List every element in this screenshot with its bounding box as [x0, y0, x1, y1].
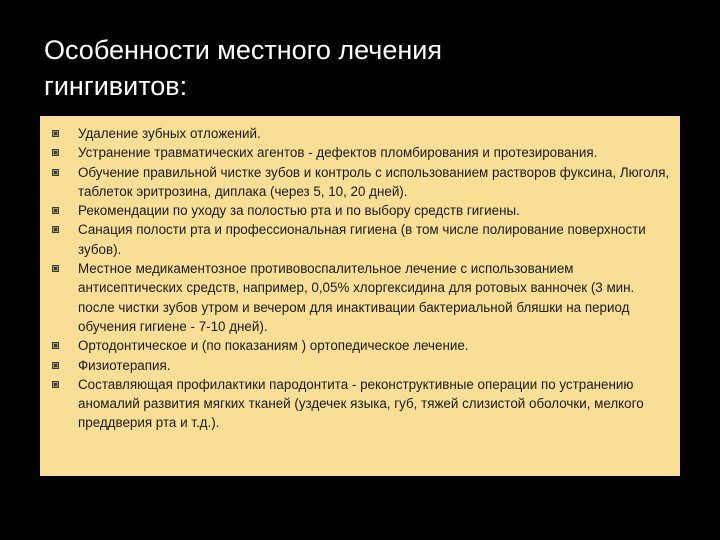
- square-bullet-icon: [52, 362, 59, 369]
- square-bullet-icon: [52, 207, 59, 214]
- slide-title-line-2: гингивитов:: [44, 71, 188, 101]
- bullet-item: [78, 336, 670, 355]
- square-bullet-icon: [52, 381, 59, 388]
- bullet-text: Удаление зубных отложений.: [78, 126, 261, 141]
- bullet-text: Обучение правильной чистке зубов и контроль с использованием растворов фуксина, Люголя, таблеток эритрозина, диплака (через 5, 10, 20 дней).: [78, 164, 670, 199]
- slide-title-line-1: Особенности местного лечения: [44, 35, 442, 65]
- bullet-text: Санация полости рта и профессиональная гигиена (в том числе полирование поверхности зубов).: [78, 222, 646, 257]
- bullet-item: [78, 375, 670, 433]
- bullet-text: Физиотерапия.: [78, 357, 171, 373]
- bullet-item: [78, 143, 670, 162]
- square-bullet-icon: [52, 130, 59, 137]
- bullet-text: Устранение травматических агентов - дефектов пломбирования и протезирования.: [78, 145, 598, 161]
- bullet-item: [78, 356, 670, 375]
- square-bullet-icon: [52, 149, 59, 156]
- bullet-text: Рекомендации по уходу за полостью рта и по выбору средств гигиены.: [78, 203, 520, 219]
- bullet-item: [78, 163, 670, 202]
- bullet-text: Местное медикаментозное противовоспалительное лечение с использованием антисептических средств, например, 0,05% хлоргексидина для ротовых ванночек (3 мин. после чистки зубов утром и вечером для инактивации бактериальной бляшки на период обучения гигиене - 7-10 дней).: [78, 261, 635, 334]
- square-bullet-icon: [52, 342, 59, 349]
- square-bullet-icon: [52, 169, 59, 176]
- bullet-item: [78, 220, 670, 259]
- bullet-item: [78, 201, 670, 220]
- bullet-text: Составляющая профилактики пародонтита - реконструктивные операции по устранению аномалий развития мягких тканей (уздечек языка, губ, тяжей слизистой оболочки, мелкого преддверия рта и т.д.).: [78, 376, 644, 431]
- slide-title: [44, 32, 684, 104]
- content-box: [40, 116, 680, 476]
- square-bullet-icon: [52, 265, 59, 272]
- bullet-list: [40, 116, 680, 433]
- bullet-text: Ортодонтическое и (по показаниям ) ортопедическое лечение.: [78, 338, 469, 354]
- bullet-item: [78, 259, 670, 336]
- bullet-item: [78, 124, 670, 143]
- square-bullet-icon: [52, 226, 59, 233]
